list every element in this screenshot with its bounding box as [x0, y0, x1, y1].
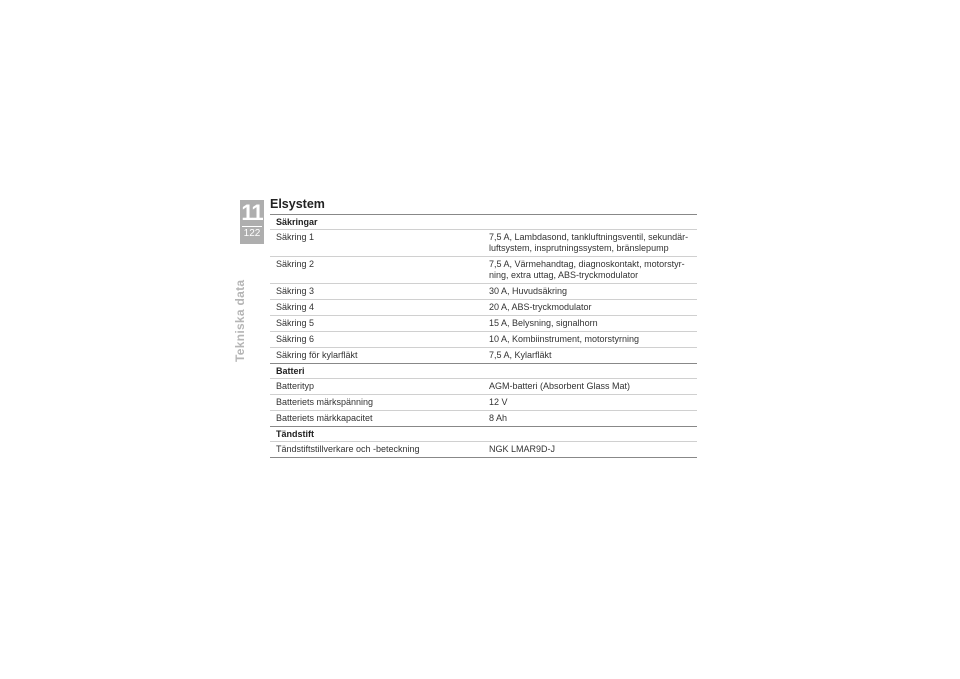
row-value: 15 A, Belysning, signalhorn	[489, 318, 598, 328]
chapter-number: 11	[241, 200, 263, 225]
group-heading-battery: Batteri	[270, 364, 697, 379]
row-value: 12 V	[489, 397, 508, 407]
row-value-line: luftsystem, insprutningssystem, bränslepump	[489, 243, 669, 253]
row-value	[489, 232, 689, 254]
row-label: Batteriets märkkapacitet	[276, 413, 373, 423]
row-value-line: 7,5 A, Värmehandtag, diagnoskontakt, motorstyr-	[489, 259, 685, 269]
table-row	[270, 411, 697, 427]
table-row	[270, 316, 697, 332]
table-row	[270, 257, 697, 284]
section-title: Elsystem	[270, 197, 325, 211]
row-label: Batterityp	[276, 381, 315, 391]
table-row	[270, 284, 697, 300]
row-label: Säkring 4	[276, 302, 315, 312]
row-value: 30 A, Huvudsäkring	[489, 286, 568, 296]
table-row	[270, 395, 697, 411]
page-number: 122	[243, 228, 261, 239]
row-label: Säkring 3	[276, 286, 315, 296]
row-value: 20 A, ABS-tryckmodulator	[489, 302, 592, 312]
row-value: 8 Ah	[489, 413, 508, 423]
table-row	[270, 230, 697, 257]
table-row	[270, 379, 697, 395]
table-row	[270, 442, 697, 458]
chapter-side-label: Tekniska data	[233, 279, 247, 362]
row-label: Säkring 2	[276, 259, 315, 269]
row-label: Batteriets märkspänning	[276, 397, 374, 407]
row-value: AGM-batteri (Absorbent Glass Mat)	[489, 381, 631, 391]
table-row	[270, 348, 697, 364]
row-value-line: 7,5 A, Lambdasond, tankluftningsventil, sekundär-	[489, 232, 689, 242]
spec-table	[270, 214, 697, 458]
row-value: 10 A, Kombiinstrument, motorstyrning	[489, 334, 640, 344]
table-row	[270, 300, 697, 316]
row-label: Tändstiftstillverkare och -beteckning	[276, 444, 420, 454]
row-value	[489, 259, 689, 281]
row-label: Säkring 6	[276, 334, 315, 344]
row-label: Säkring för kylarfläkt	[276, 350, 358, 360]
row-value: 7,5 A, Kylarfläkt	[489, 350, 552, 360]
group-heading-spark-plugs: Tändstift	[270, 427, 697, 442]
row-value: NGK LMAR9D-J	[489, 444, 556, 454]
row-label: Säkring 1	[276, 232, 315, 242]
group-heading-fuses: Säkringar	[270, 215, 697, 230]
table-row	[270, 332, 697, 348]
row-value-line: ning, extra uttag, ABS-tryckmodulator	[489, 270, 639, 280]
row-label: Säkring 5	[276, 318, 315, 328]
